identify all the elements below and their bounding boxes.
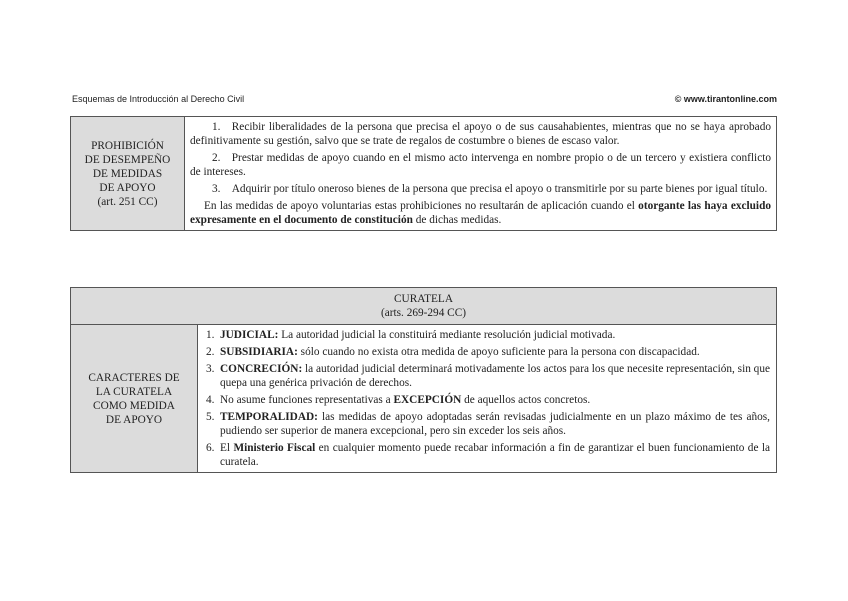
curatela-label: [71, 325, 198, 473]
list-item: 5. TEMPORALIDAD: las medidas de apoyo adoptadas serán revisadas judicialmente en un plazo máximo de tes años, pudiendo ser superior de manera excepcional, pero sin exceder los seis años.: [206, 411, 770, 437]
curatela-content: [198, 325, 777, 473]
label-line: COMO MEDIDA: [93, 399, 175, 412]
prohibition-item: 3. Adquirir por título oneroso bienes de la persona que precisa el apoyo o transmitirle por su parte bienes por igual título.: [212, 183, 768, 195]
list-item: 2. SUBSIDIARIA: sólo cuando no exista otra medida de apoyo suficiente para la persona con discapacidad.: [206, 346, 700, 358]
label-line: (art. 251 CC): [97, 195, 158, 208]
list-item: 3. CONCRECIÓN: la autoridad judicial determinará motivadamente los actos para los que necesite representación, sin que quepa una genérica privación de derechos.: [206, 363, 770, 389]
label-line: CARACTERES DE: [88, 371, 180, 384]
list-item: 6. El Ministerio Fiscal en cualquier momento puede recabar información a fin de garantizar el buen funcionamiento de la curatela.: [206, 442, 771, 468]
label-line: DE APOYO: [99, 181, 156, 194]
prohibition-item: 1. Recibir liberalidades de la persona que precisa el apoyo o de sus causahabientes, mientras que no se haya aprobado definitivamente su gestión, salvo que se trate de regalos de costumbre o bienes de escaso valor.: [190, 121, 771, 147]
label-line: DE APOYO: [105, 413, 163, 426]
publisher-url: © www.tirantonline.com: [674, 94, 777, 104]
prohibition-table: [70, 116, 777, 231]
label-line: LA CURATELA: [95, 385, 173, 398]
characteristics-list: [206, 328, 770, 469]
prohibition-exception: En las medidas de apoyo voluntarias estas prohibiciones no resultarán de aplicación cuando el otorgante las haya excluido expresamente en el documento de constitución de dichas medidas.: [190, 200, 771, 226]
curatela-title: [71, 288, 777, 325]
prohibition-content: [185, 117, 777, 231]
prohibition-item: 2. Prestar medidas de apoyo cuando en el mismo acto intervenga en nombre propio o de un tercero y existiera conflicto de intereses.: [190, 152, 771, 178]
curatela-heading: CURATELA: [394, 293, 453, 305]
label-line: DE MEDIDAS: [92, 167, 163, 180]
list-item: 4. No asume funciones representativas a EXCEPCIÓN de aquellos actos concretos.: [206, 394, 591, 406]
label-line: PROHIBICIÓN: [91, 139, 164, 152]
label-line: DE DESEMPEÑO: [84, 153, 171, 166]
prohibition-label: [71, 117, 185, 231]
curatela-table: [70, 287, 777, 473]
list-item: 1. JUDICIAL: La autoridad judicial la constituirá mediante resolución judicial motivada.: [206, 329, 616, 341]
book-title: Esquemas de Introducción al Derecho Civil: [72, 94, 245, 104]
curatela-articles: (arts. 269-294 CC): [380, 307, 467, 319]
